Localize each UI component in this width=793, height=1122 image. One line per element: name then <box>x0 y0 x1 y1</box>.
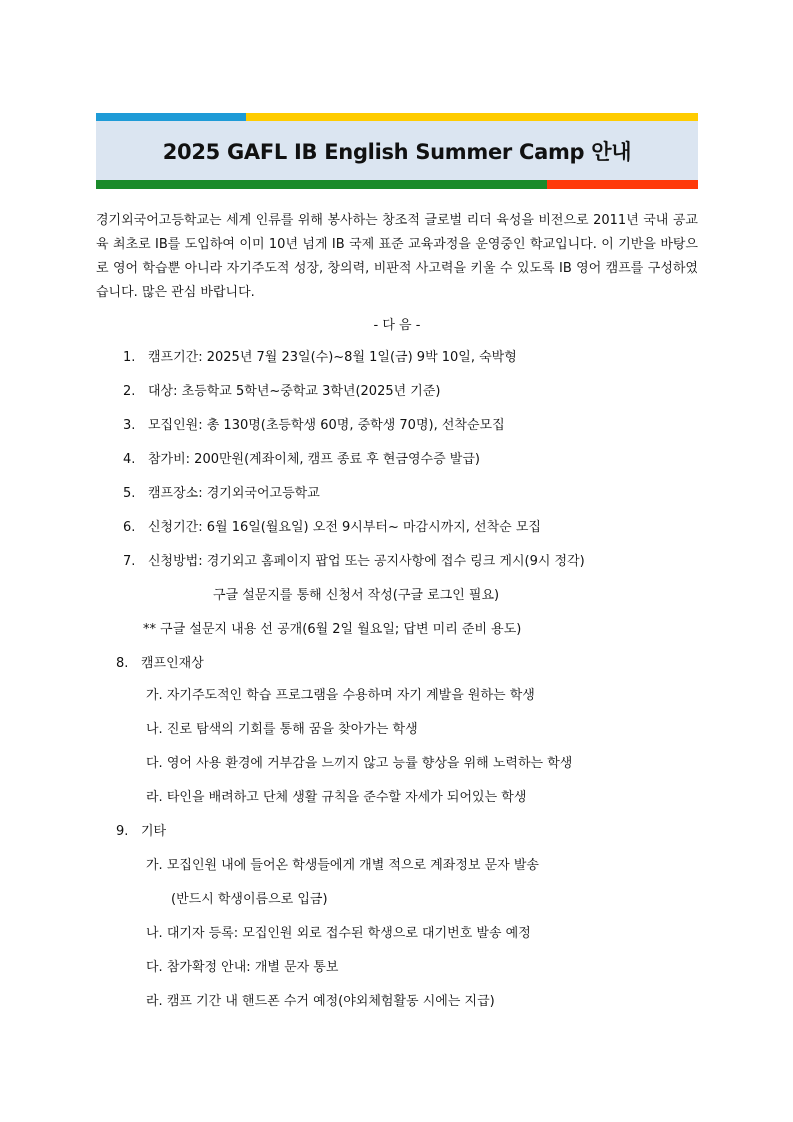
section-title: - 다 음 - <box>373 318 421 333</box>
bottom-bar-red-segment <box>547 180 698 189</box>
sub-item: 나. 대기자 등록: 모집인원 외로 접수된 학생으로 대기번호 발송 예정 <box>146 926 531 941</box>
list-item: 3. 모집인원: 총 130명(초등학생 60명, 중학생 70명), 선착순모집 <box>123 418 505 433</box>
list-item: 4. 참가비: 200만원(계좌이체, 캠프 종료 후 현금영수증 발급) <box>123 452 480 467</box>
intro-paragraph: 경기외국어고등학교는 세계 인류를 위해 봉사하는 창조적 글로벌 리더 육성을 비전으로 2011년 국내 공교육 최초로 IB를 도입하여 이미 10년 넘게 IB 국제 표준 교육과정을 운영중인 학교입니다. 이 기반을 바탕으로 영어 학습뿐 아니라 자기주도적 성장, 창의력, 비판적 사고력을 키울 수 있도록 IB 영어 캠프를 구성하였습니다. 많은 관심 바랍니다. <box>96 213 698 300</box>
bottom-color-bar <box>96 180 698 189</box>
title-box <box>96 121 698 180</box>
list-item: 7. 신청방법: 경기외고 홈페이지 팝업 또는 공지사항에 접수 링크 게시(9시 정각) <box>123 554 585 569</box>
list-item: 2. 대상: 초등학교 5학년~중학교 3학년(2025년 기준) <box>123 384 441 399</box>
page-title: 2025 GAFL IB English Summer Camp 안내 <box>162 139 632 164</box>
sub-item: 가. 자기주도적인 학습 프로그램을 수용하며 자기 계발을 원하는 학생 <box>146 688 535 703</box>
bottom-bar-green-segment <box>96 180 547 189</box>
item7-note: ** 구글 설문지 내용 선 공개(6월 2일 월요일; 답변 미리 준비 용도) <box>143 622 522 637</box>
list-item-etc: 9. 기타 <box>116 824 167 839</box>
list-item: 6. 신청기간: 6월 16일(월요일) 오전 9시부터~ 마감시까지, 선착순 모집 <box>123 520 541 535</box>
sub-item: 다. 영어 사용 환경에 거부감을 느끼지 않고 능률 향상을 위해 노력하는 학생 <box>146 756 573 771</box>
list-item: 1. 캠프기간: 2025년 7월 23일(수)~8월 1일(금) 9박 10일, 숙박형 <box>123 350 517 365</box>
list-item-talent: 8. 캠프인재상 <box>116 656 204 671</box>
top-bar-blue-segment <box>96 113 246 121</box>
sub-item: 나. 진로 탐색의 기회를 통해 꿈을 찾아가는 학생 <box>146 722 418 737</box>
list-item: 5. 캠프장소: 경기외국어고등학교 <box>123 486 320 501</box>
item7-continuation: 구글 설문지를 통해 신청서 작성(구글 로그인 필요) <box>213 588 500 603</box>
sub-item: 가. 모집인원 내에 들어온 학생들에게 개별 적으로 계좌정보 문자 발송 <box>146 858 539 873</box>
top-bar-yellow-segment <box>246 113 698 121</box>
sub-item: 라. 타인을 배려하고 단체 생활 규칙을 준수할 자세가 되어있는 학생 <box>146 790 527 805</box>
title-banner <box>96 113 698 189</box>
sub-item-continuation: (반드시 학생이름으로 입금) <box>171 892 328 907</box>
sub-item: 다. 참가확정 안내: 개별 문자 통보 <box>146 960 339 975</box>
sub-item: 라. 캠프 기간 내 핸드폰 수거 예정(야외체험활동 시에는 지급) <box>146 994 495 1009</box>
top-color-bar <box>96 113 698 121</box>
